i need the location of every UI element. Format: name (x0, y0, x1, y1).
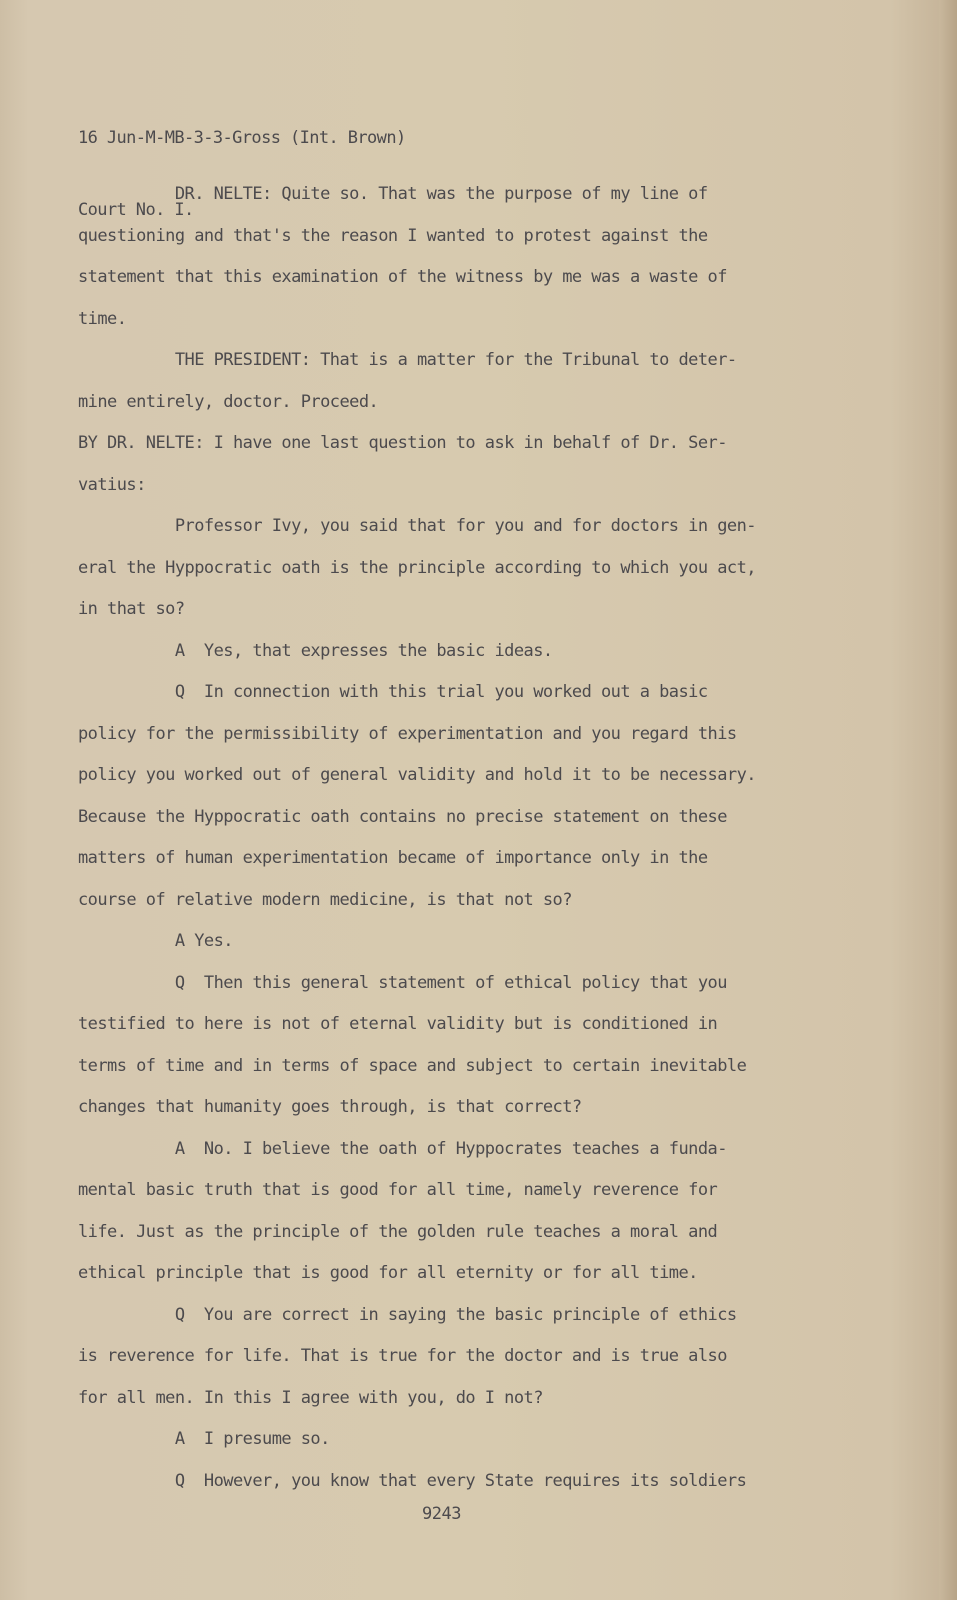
text-line: Q Then this general statement of ethical policy that you (78, 972, 727, 993)
text-line: eral the Hyppocratic oath is the principle according to which you act, (78, 557, 756, 578)
text-line: time. (78, 308, 127, 329)
text-line: DR. NELTE: Quite so. That was the purpose of my line of (78, 184, 708, 204)
text-line: A Yes, that expresses the basic ideas. (78, 640, 553, 661)
text-line: Because the Hyppocratic oath contains no precise statement on these (78, 806, 727, 827)
text-line: THE PRESIDENT: That is a matter for the Tribunal to deter- (78, 350, 737, 370)
text-line: policy for the permissibility of experimentation and you regard this (78, 723, 737, 744)
text-line: mine entirely, doctor. Proceed. (78, 391, 379, 412)
text-line: life. Just as the principle of the golden rule teaches a moral and (78, 1221, 718, 1242)
text-line: is reverence for life. That is true for the doctor and is true also (78, 1346, 727, 1366)
transcript-body (78, 174, 798, 1502)
text-line: BY DR. NELTE: I have one last question to ask in behalf of Dr. Ser- (78, 433, 727, 453)
page-number: 9243 (422, 1504, 461, 1524)
text-line: Q However, you know that every State requires its soldiers (78, 1470, 747, 1491)
text-line: changes that humanity goes through, is that correct? (78, 1097, 582, 1117)
text-line: in that so? (78, 599, 185, 619)
text-line: vatius: (78, 474, 146, 495)
text-line: for all men. In this I agree with you, do I not? (78, 1387, 543, 1408)
text-line: A I presume so. (78, 1429, 330, 1449)
text-line: statement that this examination of the witness by me was a waste of (78, 267, 727, 287)
text-line: policy you worked out of general validity and hold it to be necessary. (78, 765, 756, 785)
text-line: matters of human experimentation became of importance only in the (78, 848, 708, 868)
text-line: terms of time and in terms of space and subject to certain inevitable (78, 1055, 747, 1076)
text-line: course of relative modern medicine, is that not so? (78, 889, 572, 910)
text-line: testified to here is not of eternal validity but is conditioned in (78, 1014, 718, 1034)
text-line: questioning and that's the reason I wanted to protest against the (78, 225, 708, 246)
text-line: mental basic truth that is good for all time, namely reverence for (78, 1180, 718, 1200)
text-line: A Yes. (78, 931, 233, 951)
text-line: Q In connection with this trial you worked out a basic (78, 682, 708, 702)
text-line: A No. I believe the oath of Hyppocrates teaches a funda- (78, 1138, 727, 1159)
text-line: Professor Ivy, you said that for you and for doctors in gen- (78, 516, 756, 536)
paper-edge (939, 0, 957, 1600)
text-line: ethical principle that is good for all eternity or for all time. (78, 1263, 698, 1283)
text-line: Q You are correct in saying the basic principle of ethics (78, 1304, 737, 1325)
header-line-1: 16 Jun-M-MB-3-3-Gross (Int. Brown) (78, 128, 406, 148)
header-line-2: Court No. I. (78, 200, 194, 220)
